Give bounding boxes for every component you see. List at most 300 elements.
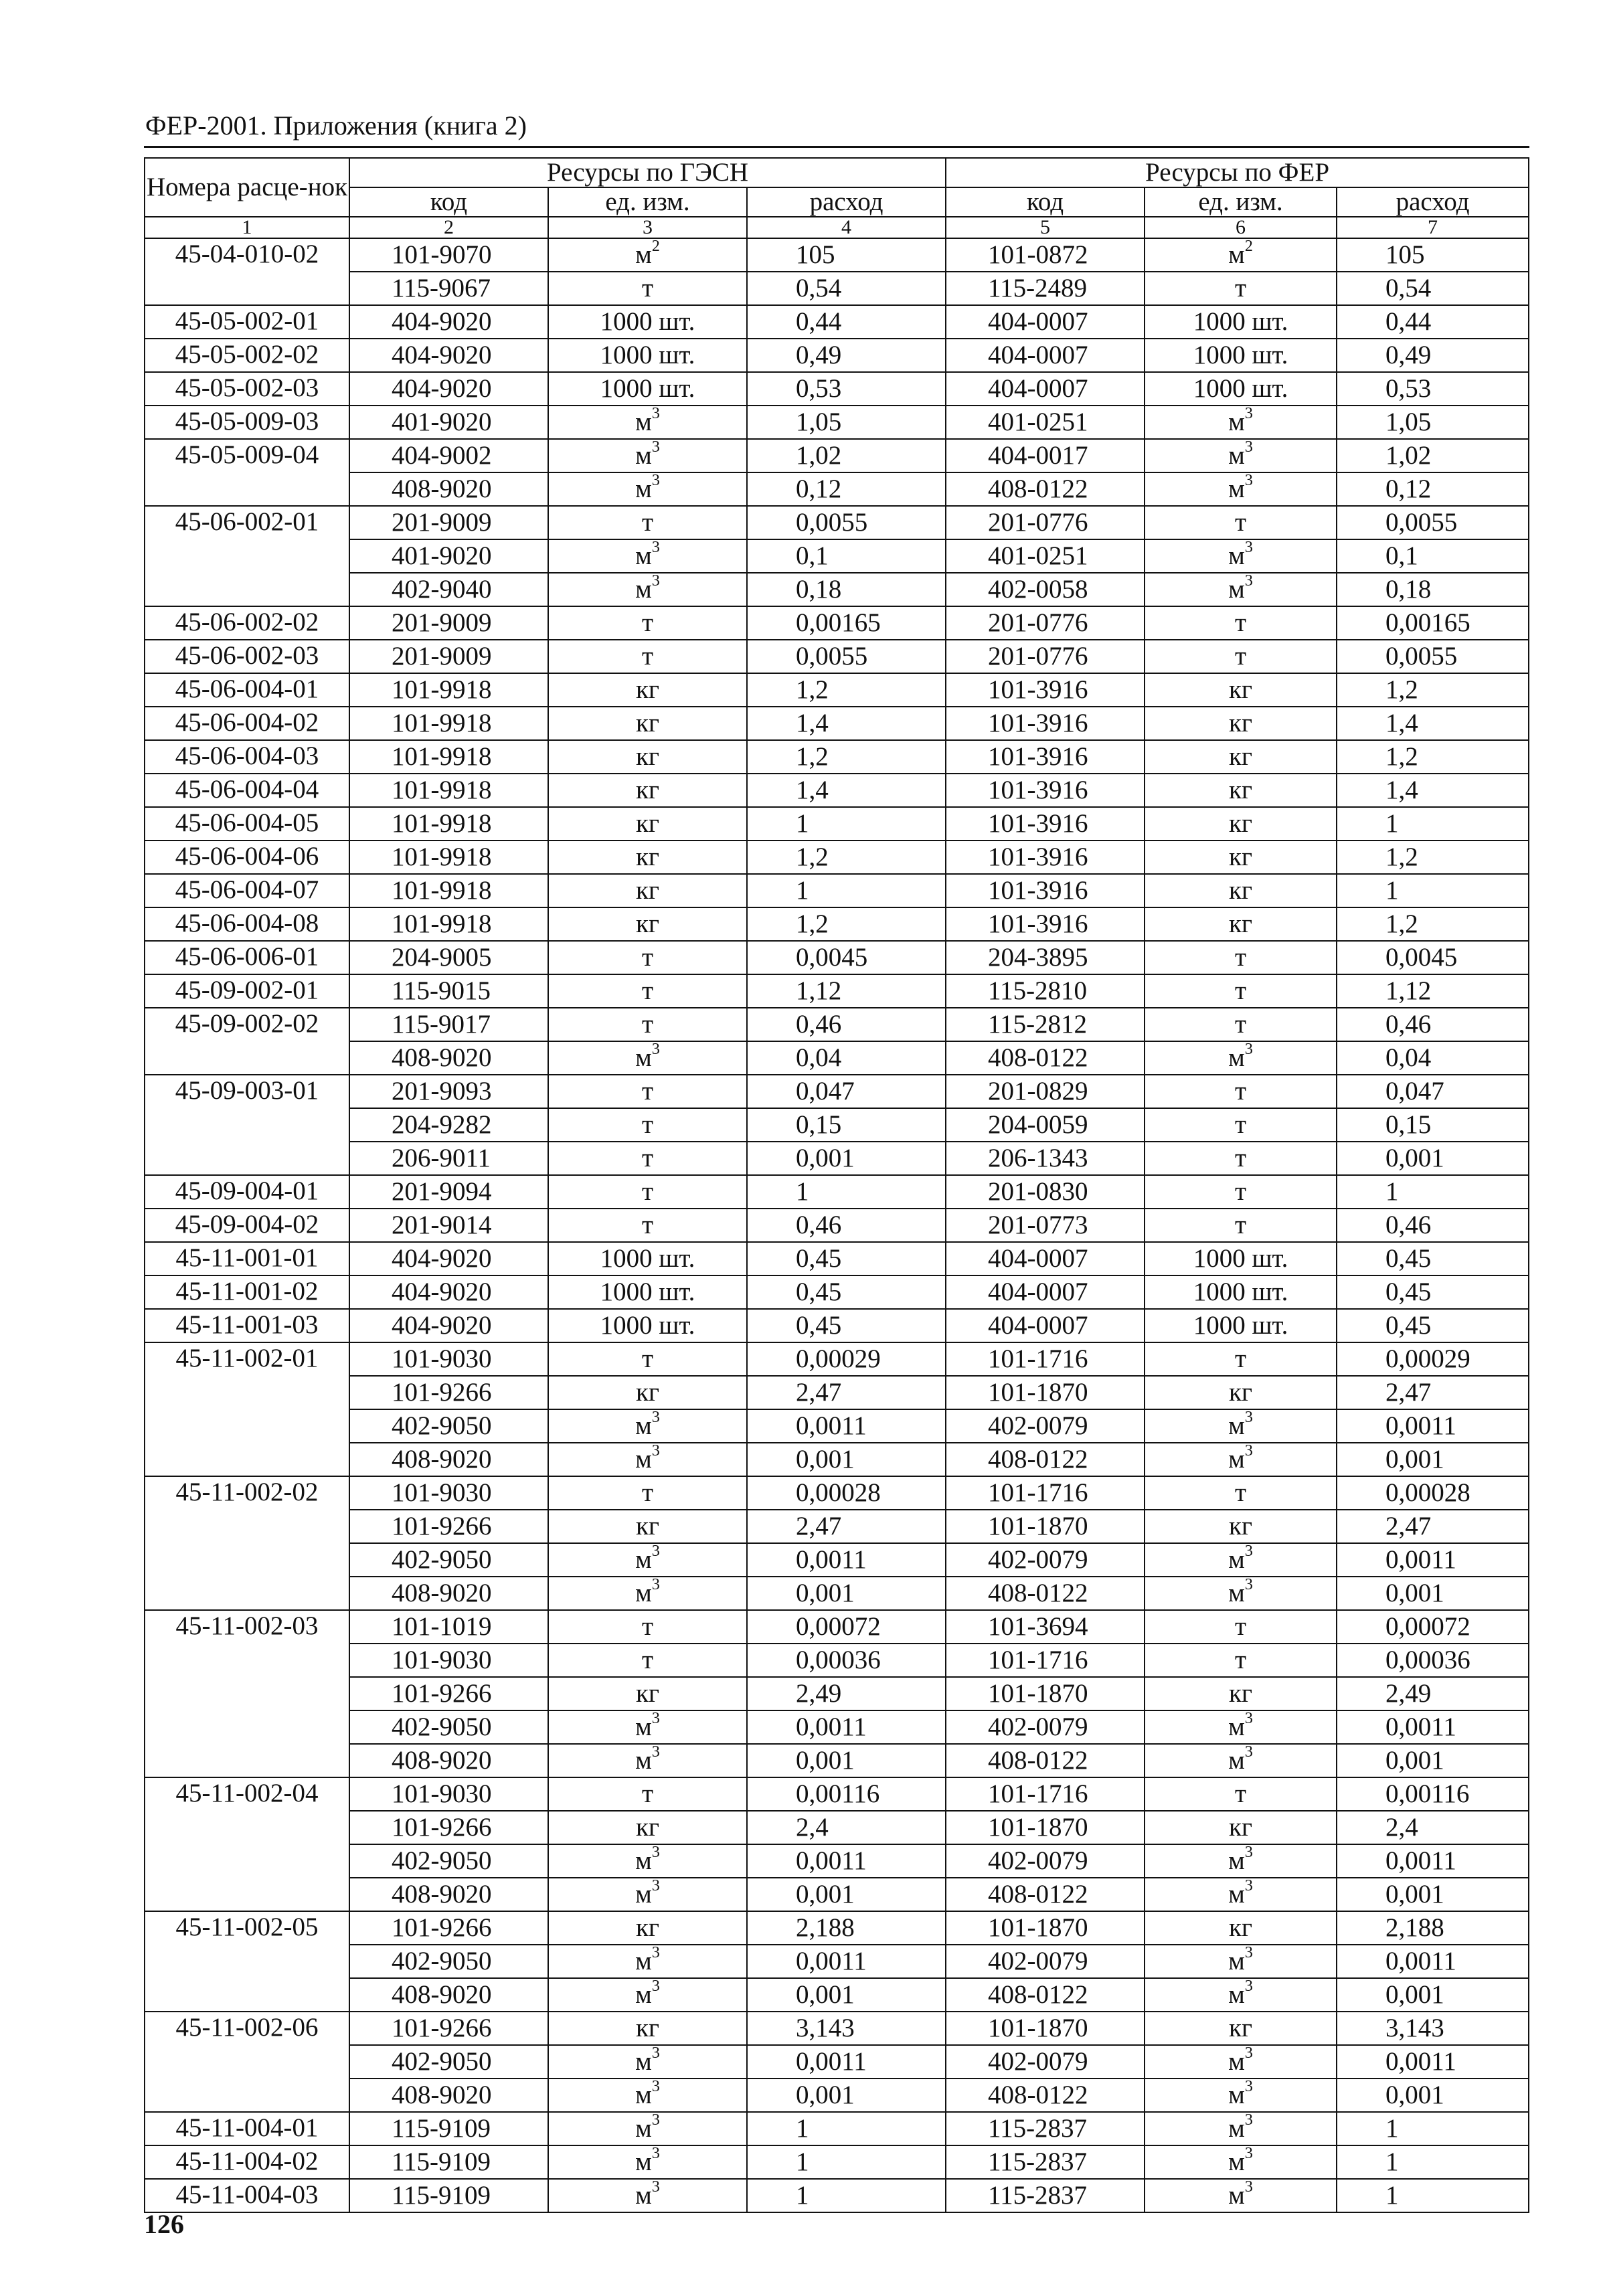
fer-code-cell: 201-0776 (946, 506, 1145, 539)
gesn-unit-cell: кг (548, 673, 747, 707)
fer-code-cell: 115-2812 (946, 1008, 1145, 1041)
gesn-unit-cell: т (548, 1108, 747, 1142)
col-header-gesn-use: расход (747, 187, 946, 217)
gesn-code-cell: 402-9050 (349, 1710, 548, 1744)
table-row (145, 2112, 1529, 2145)
fer-use-cell: 1 (1337, 807, 1529, 841)
gesn-unit-cell: кг (548, 907, 747, 941)
rate-number-cell: 45-11-002-05 (145, 1911, 349, 2012)
table-row (145, 573, 1529, 606)
gesn-use-cell: 0,0045 (747, 941, 946, 974)
gesn-unit-cell: т (548, 1075, 747, 1108)
table-row (145, 472, 1529, 506)
rate-number-cell: 45-11-002-01 (145, 1342, 349, 1476)
gesn-use-cell: 1,2 (747, 907, 946, 941)
gesn-unit-cell: т (548, 640, 747, 673)
fer-unit-cell: $м^3$ (1145, 539, 1337, 573)
gesn-code-cell: 101-9266 (349, 1510, 548, 1543)
gesn-unit-cell: $м^3$ (548, 539, 747, 573)
fer-unit-cell: кг (1145, 1811, 1337, 1844)
gesn-unit-cell: т (548, 1777, 747, 1811)
fer-code-cell: 408-0122 (946, 1744, 1145, 1777)
rate-number-cell: 45-06-004-03 (145, 740, 349, 774)
fer-code-cell: 101-1870 (946, 1911, 1145, 1945)
fer-unit-cell: кг (1145, 1510, 1337, 1543)
gesn-unit-cell: $м^3$ (548, 406, 747, 439)
gesn-code-cell: 408-9020 (349, 1443, 548, 1476)
fer-use-cell: 0,46 (1337, 1008, 1529, 1041)
gesn-code-cell: 201-9014 (349, 1209, 548, 1242)
fer-code-cell: 101-1870 (946, 1510, 1145, 1543)
rate-number-cell: 45-06-002-02 (145, 606, 349, 640)
gesn-use-cell: 0,44 (747, 305, 946, 339)
fer-code-cell: 101-1716 (946, 1476, 1145, 1510)
table-row (145, 841, 1529, 874)
rate-number-cell: 45-05-009-04 (145, 439, 349, 506)
gesn-unit-cell: т (548, 1209, 747, 1242)
fer-unit-cell: кг (1145, 1911, 1337, 1945)
fer-use-cell: 0,0055 (1337, 640, 1529, 673)
gesn-code-cell: 101-9030 (349, 1777, 548, 1811)
table-row (145, 1978, 1529, 2012)
fer-code-cell: 101-3916 (946, 673, 1145, 707)
gesn-code-cell: 101-9030 (349, 1644, 548, 1677)
fer-use-cell: 1 (1337, 2112, 1529, 2145)
fer-use-cell: 1,12 (1337, 974, 1529, 1008)
gesn-code-cell: 101-9266 (349, 2012, 548, 2045)
gesn-code-cell: 101-9918 (349, 841, 548, 874)
gesn-use-cell: 0,00036 (747, 1644, 946, 1677)
fer-use-cell: 1,4 (1337, 774, 1529, 807)
fer-use-cell: 2,49 (1337, 1677, 1529, 1710)
col-header-fer: Ресурсы по ФЕР (946, 158, 1529, 187)
gesn-use-cell: 0,04 (747, 1041, 946, 1075)
gesn-unit-cell: т (548, 1644, 747, 1677)
gesn-unit-cell: $м^3$ (548, 2045, 747, 2079)
table-row (145, 1644, 1529, 1677)
gesn-use-cell: 0,46 (747, 1209, 946, 1242)
table-row (145, 1945, 1529, 1978)
col-header-gesn-code: код (349, 187, 548, 217)
fer-unit-cell: $м^3$ (1145, 1443, 1337, 1476)
gesn-code-cell: 402-9050 (349, 1844, 548, 1878)
gesn-use-cell: 105 (747, 238, 946, 272)
gesn-code-cell: 101-9070 (349, 238, 548, 272)
fer-unit-cell: $м^3$ (1145, 2145, 1337, 2179)
gesn-use-cell: 1 (747, 2112, 946, 2145)
fer-use-cell: 0,12 (1337, 472, 1529, 506)
fer-code-cell: 101-1870 (946, 1811, 1145, 1844)
gesn-use-cell: 0,001 (747, 1142, 946, 1175)
fer-unit-cell: т (1145, 941, 1337, 974)
fer-use-cell: 0,44 (1337, 305, 1529, 339)
gesn-code-cell: 101-9918 (349, 740, 548, 774)
fer-unit-cell: 1000 шт. (1145, 1309, 1337, 1342)
fer-unit-cell: $м^3$ (1145, 2112, 1337, 2145)
rate-number-cell: 45-06-004-06 (145, 841, 349, 874)
table-row (145, 1476, 1529, 1510)
gesn-use-cell: 0,49 (747, 339, 946, 372)
table-row (145, 807, 1529, 841)
rate-number-cell: 45-11-002-04 (145, 1777, 349, 1911)
gesn-use-cell: 1,2 (747, 740, 946, 774)
fer-use-cell: 0,45 (1337, 1309, 1529, 1342)
gesn-code-cell: 101-1019 (349, 1610, 548, 1644)
fer-unit-cell: т (1145, 1175, 1337, 1209)
gesn-unit-cell: $м^3$ (548, 1945, 747, 1978)
gesn-code-cell: 101-9918 (349, 774, 548, 807)
rate-number-cell: 45-06-006-01 (145, 941, 349, 974)
gesn-use-cell: 2,188 (747, 1911, 946, 1945)
fer-use-cell: 0,001 (1337, 1443, 1529, 1476)
table-row (145, 1376, 1529, 1409)
col-number: 2 (349, 217, 548, 238)
fer-unit-cell: т (1145, 1476, 1337, 1510)
gesn-use-cell: 1,05 (747, 406, 946, 439)
table-body (145, 238, 1529, 2212)
gesn-use-cell: 0,0011 (747, 1844, 946, 1878)
gesn-use-cell: 0,53 (747, 372, 946, 406)
fer-code-cell: 204-3895 (946, 941, 1145, 974)
gesn-unit-cell: $м^3$ (548, 2079, 747, 2112)
gesn-unit-cell: 1000 шт. (548, 305, 747, 339)
fer-unit-cell: кг (1145, 907, 1337, 941)
gesn-use-cell: 1 (747, 874, 946, 907)
table-row (145, 2012, 1529, 2045)
rate-number-cell: 45-11-002-06 (145, 2012, 349, 2112)
fer-unit-cell: кг (1145, 874, 1337, 907)
gesn-use-cell: 0,00028 (747, 1476, 946, 1510)
fer-unit-cell: кг (1145, 740, 1337, 774)
gesn-code-cell: 101-9266 (349, 1811, 548, 1844)
gesn-code-cell: 404-9020 (349, 372, 548, 406)
col-number: 1 (145, 217, 349, 238)
fer-code-cell: 115-2837 (946, 2112, 1145, 2145)
gesn-code-cell: 115-9017 (349, 1008, 548, 1041)
fer-unit-cell: $м^3$ (1145, 406, 1337, 439)
fer-unit-cell: т (1145, 1777, 1337, 1811)
fer-unit-cell: 1000 шт. (1145, 339, 1337, 372)
fer-unit-cell: кг (1145, 1376, 1337, 1409)
fer-unit-cell: $м^3$ (1145, 573, 1337, 606)
gesn-unit-cell: 1000 шт. (548, 1275, 747, 1309)
rate-number-cell: 45-06-004-01 (145, 673, 349, 707)
fer-use-cell: 1,2 (1337, 907, 1529, 941)
gesn-use-cell: 0,15 (747, 1108, 946, 1142)
gesn-code-cell: 402-9050 (349, 2045, 548, 2079)
gesn-unit-cell: $м^3$ (548, 1978, 747, 2012)
gesn-use-cell: 0,00165 (747, 606, 946, 640)
gesn-code-cell: 401-9020 (349, 406, 548, 439)
fer-unit-cell: 1000 шт. (1145, 1275, 1337, 1309)
col-number: 7 (1337, 217, 1529, 238)
rate-number-cell: 45-06-004-07 (145, 874, 349, 907)
gesn-use-cell: 0,001 (747, 1878, 946, 1911)
fer-unit-cell: т (1145, 1342, 1337, 1376)
fer-use-cell: 0,047 (1337, 1075, 1529, 1108)
gesn-unit-cell: $м^3$ (548, 1878, 747, 1911)
gesn-use-cell: 2,47 (747, 1376, 946, 1409)
table-row (145, 1811, 1529, 1844)
col-header-fer-code: код (946, 187, 1145, 217)
table-row (145, 2045, 1529, 2079)
table-row (145, 539, 1529, 573)
rate-number-cell: 45-11-002-03 (145, 1610, 349, 1777)
fer-code-cell: 408-0122 (946, 1878, 1145, 1911)
fer-use-cell: 0,00165 (1337, 606, 1529, 640)
fer-code-cell: 408-0122 (946, 2079, 1145, 2112)
table-row (145, 1677, 1529, 1710)
fer-code-cell: 404-0017 (946, 439, 1145, 472)
gesn-use-cell: 0,18 (747, 573, 946, 606)
fer-use-cell: 2,47 (1337, 1510, 1529, 1543)
table-row (145, 673, 1529, 707)
gesn-code-cell: 101-9918 (349, 673, 548, 707)
fer-unit-cell: $м^3$ (1145, 472, 1337, 506)
fer-unit-cell: т (1145, 1209, 1337, 1242)
table-row (145, 907, 1529, 941)
rate-number-cell: 45-05-002-02 (145, 339, 349, 372)
table-row (145, 1777, 1529, 1811)
fer-unit-cell: кг (1145, 2012, 1337, 2045)
gesn-unit-cell: $м^2$ (548, 238, 747, 272)
fer-unit-cell: $м^3$ (1145, 1744, 1337, 1777)
gesn-code-cell: 101-9918 (349, 707, 548, 740)
table-row (145, 707, 1529, 740)
col-header-rate (145, 158, 349, 217)
fer-unit-cell: $м^3$ (1145, 1041, 1337, 1075)
gesn-use-cell: 0,0011 (747, 1543, 946, 1577)
gesn-unit-cell: т (548, 1610, 747, 1644)
fer-unit-cell: $м^3$ (1145, 439, 1337, 472)
fer-unit-cell: т (1145, 974, 1337, 1008)
table-row (145, 1075, 1529, 1108)
gesn-unit-cell: кг (548, 1811, 747, 1844)
fer-code-cell: 402-0079 (946, 1710, 1145, 1744)
rate-number-cell: 45-05-002-03 (145, 372, 349, 406)
page-header (144, 107, 1529, 148)
fer-code-cell: 115-2489 (946, 272, 1145, 305)
fer-unit-cell: $м^3$ (1145, 1409, 1337, 1443)
fer-unit-cell: т (1145, 1075, 1337, 1108)
fer-code-cell: 101-3916 (946, 907, 1145, 941)
table-row (145, 1008, 1529, 1041)
gesn-unit-cell: кг (548, 1510, 747, 1543)
fer-code-cell: 101-1716 (946, 1644, 1145, 1677)
table-row (145, 1209, 1529, 1242)
fer-use-cell: 0,0055 (1337, 506, 1529, 539)
gesn-unit-cell: т (548, 974, 747, 1008)
table-row (145, 2079, 1529, 2112)
gesn-code-cell: 101-9030 (349, 1476, 548, 1510)
gesn-code-cell: 201-9009 (349, 640, 548, 673)
table-row (145, 1342, 1529, 1376)
fer-code-cell: 408-0122 (946, 472, 1145, 506)
fer-use-cell: 0,45 (1337, 1275, 1529, 1309)
fer-use-cell: 3,143 (1337, 2012, 1529, 2045)
fer-use-cell: 0,49 (1337, 339, 1529, 372)
fer-code-cell: 101-3694 (946, 1610, 1145, 1644)
col-header-fer-use: расход (1337, 187, 1529, 217)
gesn-code-cell: 115-9015 (349, 974, 548, 1008)
fer-unit-cell: 1000 шт. (1145, 305, 1337, 339)
fer-unit-cell: $м^3$ (1145, 1844, 1337, 1878)
fer-code-cell: 201-0830 (946, 1175, 1145, 1209)
gesn-use-cell: 0,45 (747, 1309, 946, 1342)
gesn-unit-cell: кг (548, 740, 747, 774)
gesn-code-cell: 404-9020 (349, 1275, 548, 1309)
fer-code-cell: 101-3916 (946, 874, 1145, 907)
page-number: 126 (144, 2209, 184, 2239)
gesn-use-cell: 1,4 (747, 774, 946, 807)
rate-number-cell: 45-06-004-08 (145, 907, 349, 941)
fer-code-cell: 115-2837 (946, 2179, 1145, 2212)
fer-code-cell: 201-0829 (946, 1075, 1145, 1108)
fer-unit-cell: $м^3$ (1145, 2045, 1337, 2079)
fer-code-cell: 115-2837 (946, 2145, 1145, 2179)
fer-use-cell: 0,00028 (1337, 1476, 1529, 1510)
gesn-use-cell: 1,02 (747, 439, 946, 472)
gesn-use-cell: 0,12 (747, 472, 946, 506)
fer-code-cell: 115-2810 (946, 974, 1145, 1008)
gesn-code-cell: 115-9109 (349, 2112, 548, 2145)
fer-unit-cell: 1000 шт. (1145, 1242, 1337, 1275)
gesn-code-cell: 402-9050 (349, 1543, 548, 1577)
fer-use-cell: 1,02 (1337, 439, 1529, 472)
gesn-use-cell: 1 (747, 1175, 946, 1209)
fer-unit-cell: т (1145, 1142, 1337, 1175)
table-row (145, 1878, 1529, 1911)
fer-unit-cell: $м^3$ (1145, 1543, 1337, 1577)
fer-use-cell: 0,1 (1337, 539, 1529, 573)
fer-code-cell: 101-1870 (946, 2012, 1145, 2045)
table-row (145, 874, 1529, 907)
fer-code-cell: 101-3916 (946, 740, 1145, 774)
fer-use-cell: 0,001 (1337, 1878, 1529, 1911)
gesn-unit-cell: $м^3$ (548, 1041, 747, 1075)
table-row (145, 640, 1529, 673)
fer-unit-cell: $м^3$ (1145, 1577, 1337, 1610)
col-header-rate-text: Номера расце-нок (146, 173, 348, 201)
fer-unit-cell: $м^2$ (1145, 238, 1337, 272)
gesn-use-cell: 3,143 (747, 2012, 946, 2045)
fer-use-cell: 0,0045 (1337, 941, 1529, 974)
gesn-unit-cell: 1000 шт. (548, 372, 747, 406)
table-row (145, 2145, 1529, 2179)
gesn-unit-cell: кг (548, 841, 747, 874)
gesn-use-cell: 1,2 (747, 841, 946, 874)
gesn-unit-cell: $м^3$ (548, 1844, 747, 1878)
table-row (145, 1242, 1529, 1275)
table-row (145, 406, 1529, 439)
fer-use-cell: 0,001 (1337, 1577, 1529, 1610)
fer-use-cell: 0,45 (1337, 1242, 1529, 1275)
fer-use-cell: 0,00029 (1337, 1342, 1529, 1376)
rate-number-cell: 45-06-002-01 (145, 506, 349, 606)
gesn-use-cell: 1,12 (747, 974, 946, 1008)
gesn-use-cell: 0,0011 (747, 1945, 946, 1978)
gesn-code-cell: 201-9094 (349, 1175, 548, 1209)
table-row (145, 238, 1529, 272)
fer-unit-cell: $м^3$ (1145, 1878, 1337, 1911)
gesn-unit-cell: $м^3$ (548, 1443, 747, 1476)
gesn-unit-cell: $м^3$ (548, 2145, 747, 2179)
table-row (145, 1108, 1529, 1142)
gesn-use-cell: 2,47 (747, 1510, 946, 1543)
fer-use-cell: 1 (1337, 874, 1529, 907)
gesn-code-cell: 404-9020 (349, 305, 548, 339)
table-row (145, 1844, 1529, 1878)
fer-code-cell: 201-0776 (946, 640, 1145, 673)
fer-unit-cell: т (1145, 506, 1337, 539)
gesn-code-cell: 408-9020 (349, 1041, 548, 1075)
col-header-gesn: Ресурсы по ГЭСН (349, 158, 946, 187)
gesn-code-cell: 115-9109 (349, 2179, 548, 2212)
gesn-code-cell: 101-9918 (349, 807, 548, 841)
fer-use-cell: 0,18 (1337, 573, 1529, 606)
fer-code-cell: 408-0122 (946, 1443, 1145, 1476)
fer-unit-cell: $м^3$ (1145, 2179, 1337, 2212)
table-row (145, 1911, 1529, 1945)
fer-use-cell: 0,00116 (1337, 1777, 1529, 1811)
rate-number-cell: 45-11-004-01 (145, 2112, 349, 2145)
table-row (145, 1610, 1529, 1644)
table-row (145, 272, 1529, 305)
fer-use-cell: 0,0011 (1337, 1844, 1529, 1878)
rate-number-cell: 45-06-002-03 (145, 640, 349, 673)
fer-unit-cell: кг (1145, 774, 1337, 807)
gesn-code-cell: 201-9009 (349, 506, 548, 539)
gesn-code-cell: 101-9266 (349, 1677, 548, 1710)
table-row (145, 941, 1529, 974)
fer-unit-cell: т (1145, 640, 1337, 673)
gesn-unit-cell: кг (548, 874, 747, 907)
gesn-unit-cell: т (548, 1142, 747, 1175)
gesn-code-cell: 101-9030 (349, 1342, 548, 1376)
gesn-use-cell: 0,001 (747, 1577, 946, 1610)
fer-use-cell: 0,001 (1337, 1142, 1529, 1175)
fer-use-cell: 0,0011 (1337, 1945, 1529, 1978)
table-row (145, 740, 1529, 774)
table-row (145, 1510, 1529, 1543)
gesn-unit-cell: $м^3$ (548, 2112, 747, 2145)
rate-number-cell: 45-09-004-01 (145, 1175, 349, 1209)
table-row (145, 1409, 1529, 1443)
fer-code-cell: 401-0251 (946, 406, 1145, 439)
fer-code-cell: 402-0079 (946, 1844, 1145, 1878)
table-row (145, 1175, 1529, 1209)
fer-use-cell: 0,001 (1337, 1744, 1529, 1777)
gesn-unit-cell: $м^3$ (548, 439, 747, 472)
fer-use-cell: 0,00036 (1337, 1644, 1529, 1677)
fer-code-cell: 404-0007 (946, 1275, 1145, 1309)
rate-number-cell: 45-11-004-02 (145, 2145, 349, 2179)
gesn-unit-cell: т (548, 1476, 747, 1510)
fer-unit-cell: кг (1145, 807, 1337, 841)
gesn-unit-cell: $м^3$ (548, 1543, 747, 1577)
gesn-code-cell: 101-9266 (349, 1911, 548, 1945)
rate-number-cell: 45-04-010-02 (145, 238, 349, 305)
gesn-use-cell: 0,46 (747, 1008, 946, 1041)
table-row (145, 1275, 1529, 1309)
gesn-unit-cell: т (548, 941, 747, 974)
fer-use-cell: 0,001 (1337, 2079, 1529, 2112)
fer-use-cell: 105 (1337, 238, 1529, 272)
table-row (145, 439, 1529, 472)
fer-code-cell: 404-0007 (946, 1309, 1145, 1342)
fer-unit-cell: кг (1145, 673, 1337, 707)
fer-unit-cell: кг (1145, 841, 1337, 874)
